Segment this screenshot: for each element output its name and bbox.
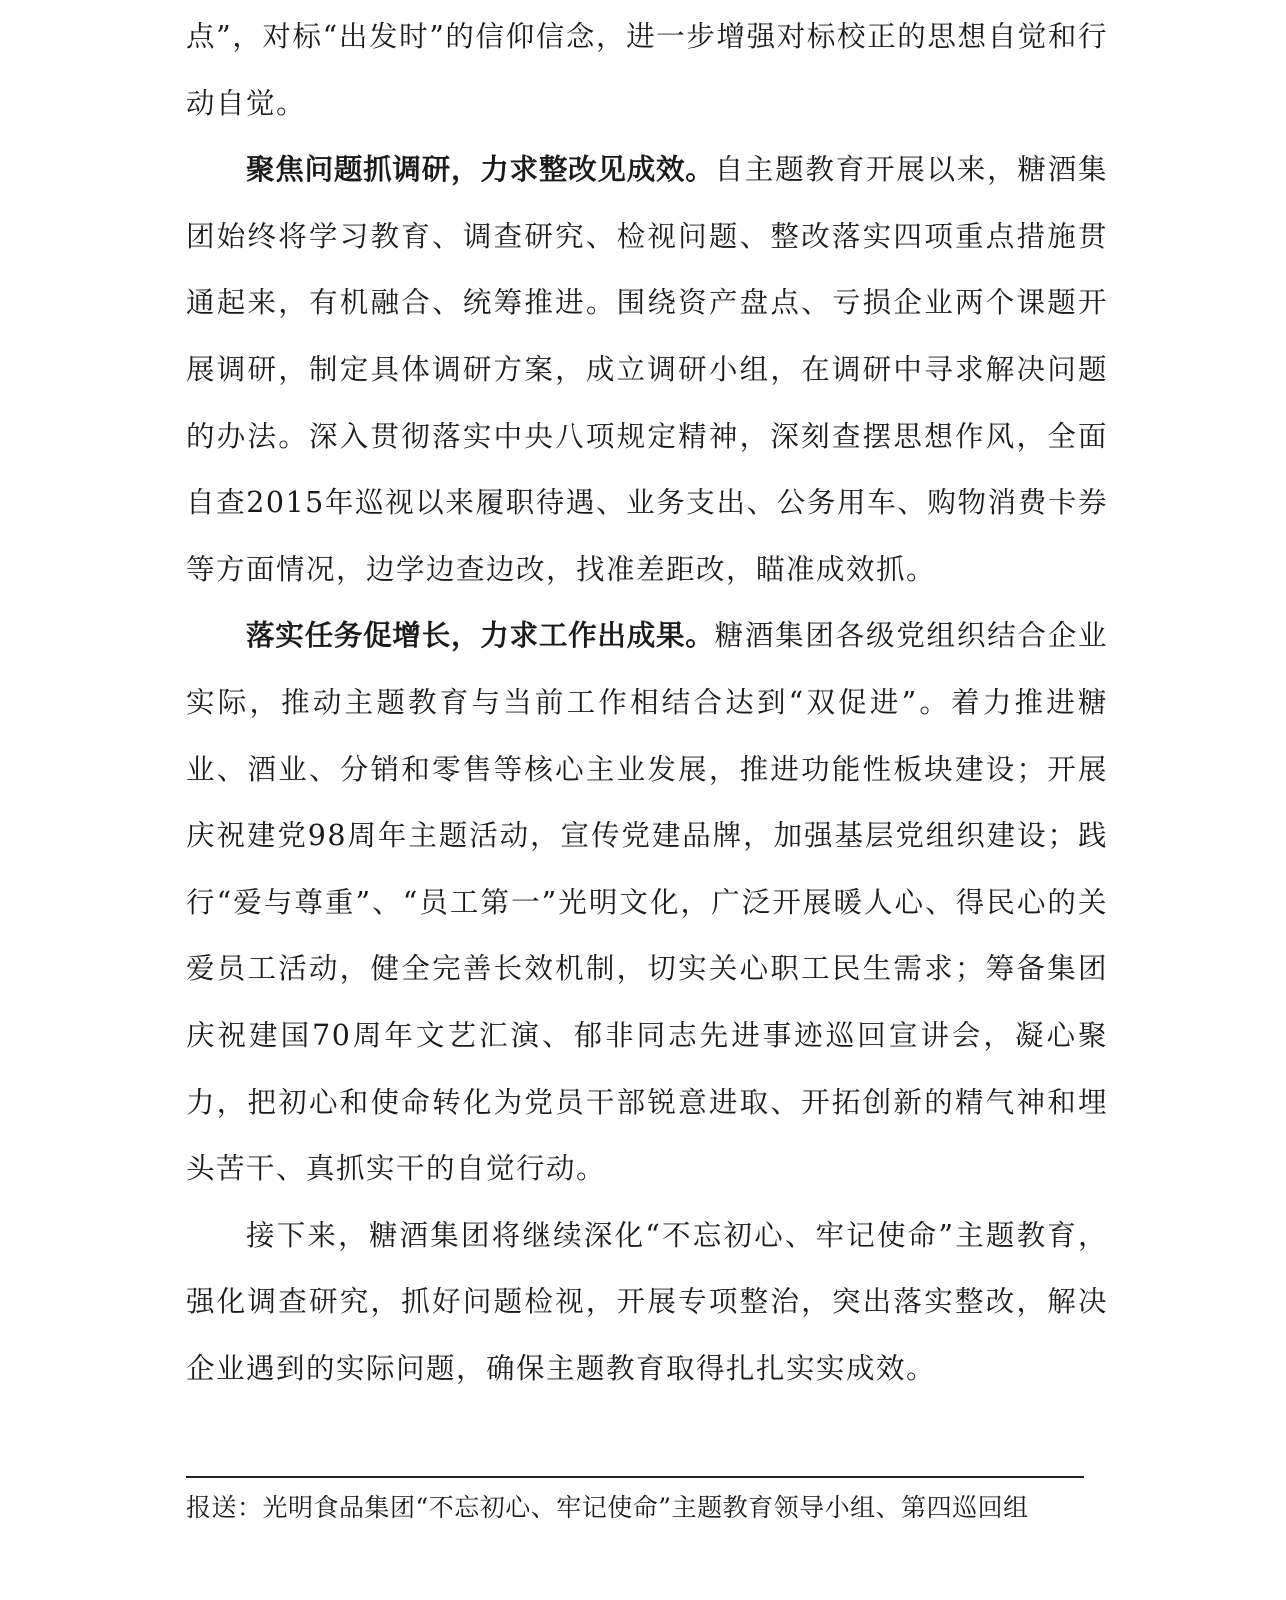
paragraph-text: 自主题教育开展以来，糖酒集团始终将学习教育、调查研究、检视问题、整改落实四项重点措施贯通起来，有机融合、统筹推进。围绕资产盘点、亏损企业两个课题开展调研，制定具体调研方案，成立调研小组，在调研中寻求解决问题的办法。深入贯彻落实中央八项规定精神，深刻查摆思想作风，全面自查2015年巡视以来履职待遇、业务支出、公务用车、购物消费卡券等方面情况，边学边查边改，找准差距改，瞄准成效抓。	[186, 153, 1108, 586]
paragraph-heading: 聚焦问题抓调研，力求整改见成效。	[246, 153, 715, 187]
document-body	[186, 4, 1108, 1402]
footer-divider	[186, 1476, 1084, 1478]
report-to-line: 报送：光明食品集团“不忘初心、牢记使命”主题教育领导小组、第四巡回组	[186, 1493, 1029, 1522]
paragraph-continuation	[186, 4, 1108, 137]
paragraph-tasks	[186, 603, 1108, 1202]
paragraph-research	[186, 137, 1108, 603]
paragraph-text: 点”，对标“出发时”的信仰信念，进一步增强对标校正的思想自觉和行动自觉。	[186, 20, 1108, 120]
paragraph-text: 接下来，糖酒集团将继续深化“不忘初心、牢记使命”主题教育，强化调查研究，抓好问题检视，开展专项整治，突出落实整改，解决企业遇到的实际问题，确保主题教育取得扎扎实实成效。	[186, 1218, 1108, 1385]
paragraph-next-steps	[186, 1203, 1108, 1403]
paragraph-text: 糖酒集团各级党组织结合企业实际，推动主题教育与当前工作相结合达到“双促进”。着力推进糖业、酒业、分销和零售等核心主业发展，推进功能性板块建设；开展庆祝建党98周年主题活动，宣传党建品牌，加强基层党组织建设；践行“爱与尊重”、“员工第一”光明文化，广泛开展暖人心、得民心的关爱员工活动，健全完善长效机制，切实关心职工民生需求；筹备集团庆祝建国70周年文艺汇演、郁非同志先进事迹巡回宣讲会，凝心聚力，把初心和使命转化为党员干部锐意进取、开拓创新的精气神和埋头苦干、真抓实干的自觉行动。	[186, 619, 1108, 1186]
paragraph-heading: 落实任务促增长，力求工作出成果。	[246, 619, 715, 653]
